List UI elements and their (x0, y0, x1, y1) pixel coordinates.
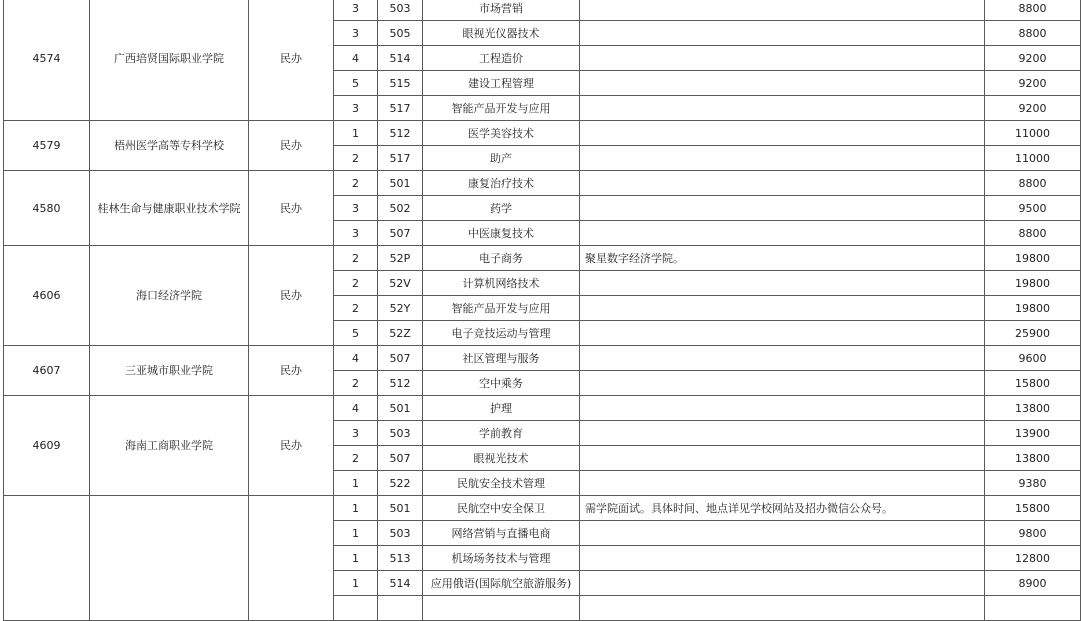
remark-cell (580, 121, 985, 146)
major-name-cell: 民航安全技术管理 (423, 471, 580, 496)
major-code-cell: 515 (378, 71, 423, 96)
tuition-cell: 8800 (985, 171, 1081, 196)
duration-cell: 2 (334, 171, 378, 196)
major-code-cell: 52P (378, 246, 423, 271)
duration-cell: 2 (334, 146, 378, 171)
school-code-cell (4, 496, 90, 621)
school-name-cell (90, 496, 249, 621)
duration-cell: 4 (334, 46, 378, 71)
major-name-cell: 助产 (423, 146, 580, 171)
duration-cell: 2 (334, 371, 378, 396)
major-name-cell: 康复治疗技术 (423, 171, 580, 196)
tuition-cell: 9600 (985, 346, 1081, 371)
major-name-cell: 学前教育 (423, 421, 580, 446)
major-code-cell: 503 (378, 521, 423, 546)
duration-cell: 2 (334, 296, 378, 321)
major-code-cell: 503 (378, 0, 423, 21)
remark-cell (580, 71, 985, 96)
major-code-cell: 503 (378, 421, 423, 446)
major-name-cell: 民航空中安全保卫 (423, 496, 580, 521)
major-code-cell: 502 (378, 196, 423, 221)
major-code-cell: 513 (378, 546, 423, 571)
remark-cell (580, 521, 985, 546)
admission-plan-table (3, 0, 1081, 621)
remark-cell (580, 371, 985, 396)
remark-cell (580, 271, 985, 296)
school-code-cell: 4606 (4, 246, 90, 346)
major-name-cell: 工程造价 (423, 46, 580, 71)
school-name-cell: 海口经济学院 (90, 246, 249, 346)
duration-cell: 1 (334, 546, 378, 571)
tuition-cell: 19800 (985, 296, 1081, 321)
remark-cell (580, 546, 985, 571)
remark-cell (580, 221, 985, 246)
major-name-cell: 眼视光技术 (423, 446, 580, 471)
tuition-cell: 9800 (985, 521, 1081, 546)
duration-cell: 1 (334, 496, 378, 521)
school-type-cell: 民办 (249, 246, 334, 346)
table-row (4, 121, 1081, 146)
table-row (4, 171, 1081, 196)
duration-cell: 1 (334, 521, 378, 546)
major-name-cell: 空中乘务 (423, 371, 580, 396)
remark-cell (580, 171, 985, 196)
remark-cell: 聚星数字经济学院。 (580, 246, 985, 271)
school-type-cell: 民办 (249, 121, 334, 171)
remark-cell (580, 596, 985, 621)
tuition-cell: 9200 (985, 96, 1081, 121)
tuition-cell: 8800 (985, 0, 1081, 21)
duration-cell: 5 (334, 71, 378, 96)
tuition-cell: 11000 (985, 121, 1081, 146)
major-name-cell (423, 596, 580, 621)
duration-cell: 3 (334, 196, 378, 221)
major-name-cell: 护理 (423, 396, 580, 421)
remark-cell (580, 321, 985, 346)
major-code-cell: 512 (378, 371, 423, 396)
major-code-cell: 517 (378, 146, 423, 171)
major-name-cell: 药学 (423, 196, 580, 221)
major-code-cell: 52Z (378, 321, 423, 346)
tuition-cell: 8800 (985, 221, 1081, 246)
major-code-cell: 501 (378, 171, 423, 196)
major-code-cell: 512 (378, 121, 423, 146)
remark-cell (580, 471, 985, 496)
major-name-cell: 计算机网络技术 (423, 271, 580, 296)
duration-cell: 2 (334, 446, 378, 471)
major-name-cell: 智能产品开发与应用 (423, 296, 580, 321)
duration-cell: 2 (334, 246, 378, 271)
tuition-cell: 13900 (985, 421, 1081, 446)
tuition-cell: 19800 (985, 271, 1081, 296)
major-name-cell: 市场营销 (423, 0, 580, 21)
tuition-cell: 15800 (985, 496, 1081, 521)
tuition-cell: 8900 (985, 571, 1081, 596)
school-name-cell: 海南工商职业学院 (90, 396, 249, 496)
remark-cell (580, 396, 985, 421)
tuition-cell: 12800 (985, 546, 1081, 571)
major-name-cell: 眼视光仪器技术 (423, 21, 580, 46)
tuition-cell: 9200 (985, 71, 1081, 96)
remark-cell: 需学院面试。具体时间、地点详见学校网站及招办微信公众号。 (580, 496, 985, 521)
remark-cell (580, 0, 985, 21)
school-name-cell: 梧州医学高等专科学校 (90, 121, 249, 171)
major-code-cell: 522 (378, 471, 423, 496)
tuition-cell: 9380 (985, 471, 1081, 496)
tuition-cell: 13800 (985, 446, 1081, 471)
table-row (4, 396, 1081, 421)
tuition-cell: 9500 (985, 196, 1081, 221)
major-code-cell: 505 (378, 21, 423, 46)
duration-cell: 5 (334, 321, 378, 346)
major-name-cell: 智能产品开发与应用 (423, 96, 580, 121)
duration-cell: 4 (334, 396, 378, 421)
duration-cell: 1 (334, 571, 378, 596)
major-code-cell: 517 (378, 96, 423, 121)
remark-cell (580, 146, 985, 171)
duration-cell: 1 (334, 471, 378, 496)
school-type-cell (249, 496, 334, 621)
major-name-cell: 社区管理与服务 (423, 346, 580, 371)
duration-cell: 1 (334, 121, 378, 146)
duration-cell: 4 (334, 346, 378, 371)
duration-cell: 2 (334, 271, 378, 296)
duration-cell: 3 (334, 421, 378, 446)
remark-cell (580, 21, 985, 46)
major-name-cell: 建设工程管理 (423, 71, 580, 96)
school-name-cell: 三亚城市职业学院 (90, 346, 249, 396)
school-type-cell: 民办 (249, 396, 334, 496)
school-code-cell: 4607 (4, 346, 90, 396)
major-code-cell: 507 (378, 446, 423, 471)
table-row (4, 246, 1081, 271)
tuition-cell: 15800 (985, 371, 1081, 396)
school-code-cell: 4574 (4, 0, 90, 121)
remark-cell (580, 196, 985, 221)
tuition-cell: 25900 (985, 321, 1081, 346)
major-code-cell: 507 (378, 346, 423, 371)
table-row (4, 0, 1081, 21)
major-code-cell: 514 (378, 571, 423, 596)
major-name-cell: 电子商务 (423, 246, 580, 271)
tuition-cell (985, 596, 1081, 621)
major-code-cell: 507 (378, 221, 423, 246)
tuition-cell: 13800 (985, 396, 1081, 421)
major-name-cell: 电子竞技运动与管理 (423, 321, 580, 346)
school-type-cell: 民办 (249, 171, 334, 246)
school-code-cell: 4609 (4, 396, 90, 496)
school-type-cell: 民办 (249, 346, 334, 396)
tuition-cell: 11000 (985, 146, 1081, 171)
table-row (4, 346, 1081, 371)
table-row (4, 496, 1081, 521)
duration-cell: 3 (334, 21, 378, 46)
school-code-cell: 4579 (4, 121, 90, 171)
major-name-cell: 中医康复技术 (423, 221, 580, 246)
remark-cell (580, 346, 985, 371)
remark-cell (580, 571, 985, 596)
remark-cell (580, 446, 985, 471)
school-name-cell: 桂林生命与健康职业技术学院 (90, 171, 249, 246)
tuition-cell: 19800 (985, 246, 1081, 271)
remark-cell (580, 96, 985, 121)
major-code-cell: 501 (378, 496, 423, 521)
remark-cell (580, 46, 985, 71)
school-code-cell: 4580 (4, 171, 90, 246)
major-code-cell (378, 596, 423, 621)
duration-cell: 3 (334, 96, 378, 121)
school-name-cell: 广西培贤国际职业学院 (90, 0, 249, 121)
tuition-cell: 9200 (985, 46, 1081, 71)
major-code-cell: 514 (378, 46, 423, 71)
major-name-cell: 医学美容技术 (423, 121, 580, 146)
school-type-cell: 民办 (249, 0, 334, 121)
major-name-cell: 机场场务技术与管理 (423, 546, 580, 571)
duration-cell: 3 (334, 0, 378, 21)
duration-cell: 3 (334, 221, 378, 246)
major-code-cell: 52V (378, 271, 423, 296)
duration-cell (334, 596, 378, 621)
major-name-cell: 网络营销与直播电商 (423, 521, 580, 546)
remark-cell (580, 421, 985, 446)
tuition-cell: 8800 (985, 21, 1081, 46)
remark-cell (580, 296, 985, 321)
major-code-cell: 52Y (378, 296, 423, 321)
major-code-cell: 501 (378, 396, 423, 421)
major-name-cell: 应用俄语(国际航空旅游服务) (423, 571, 580, 596)
